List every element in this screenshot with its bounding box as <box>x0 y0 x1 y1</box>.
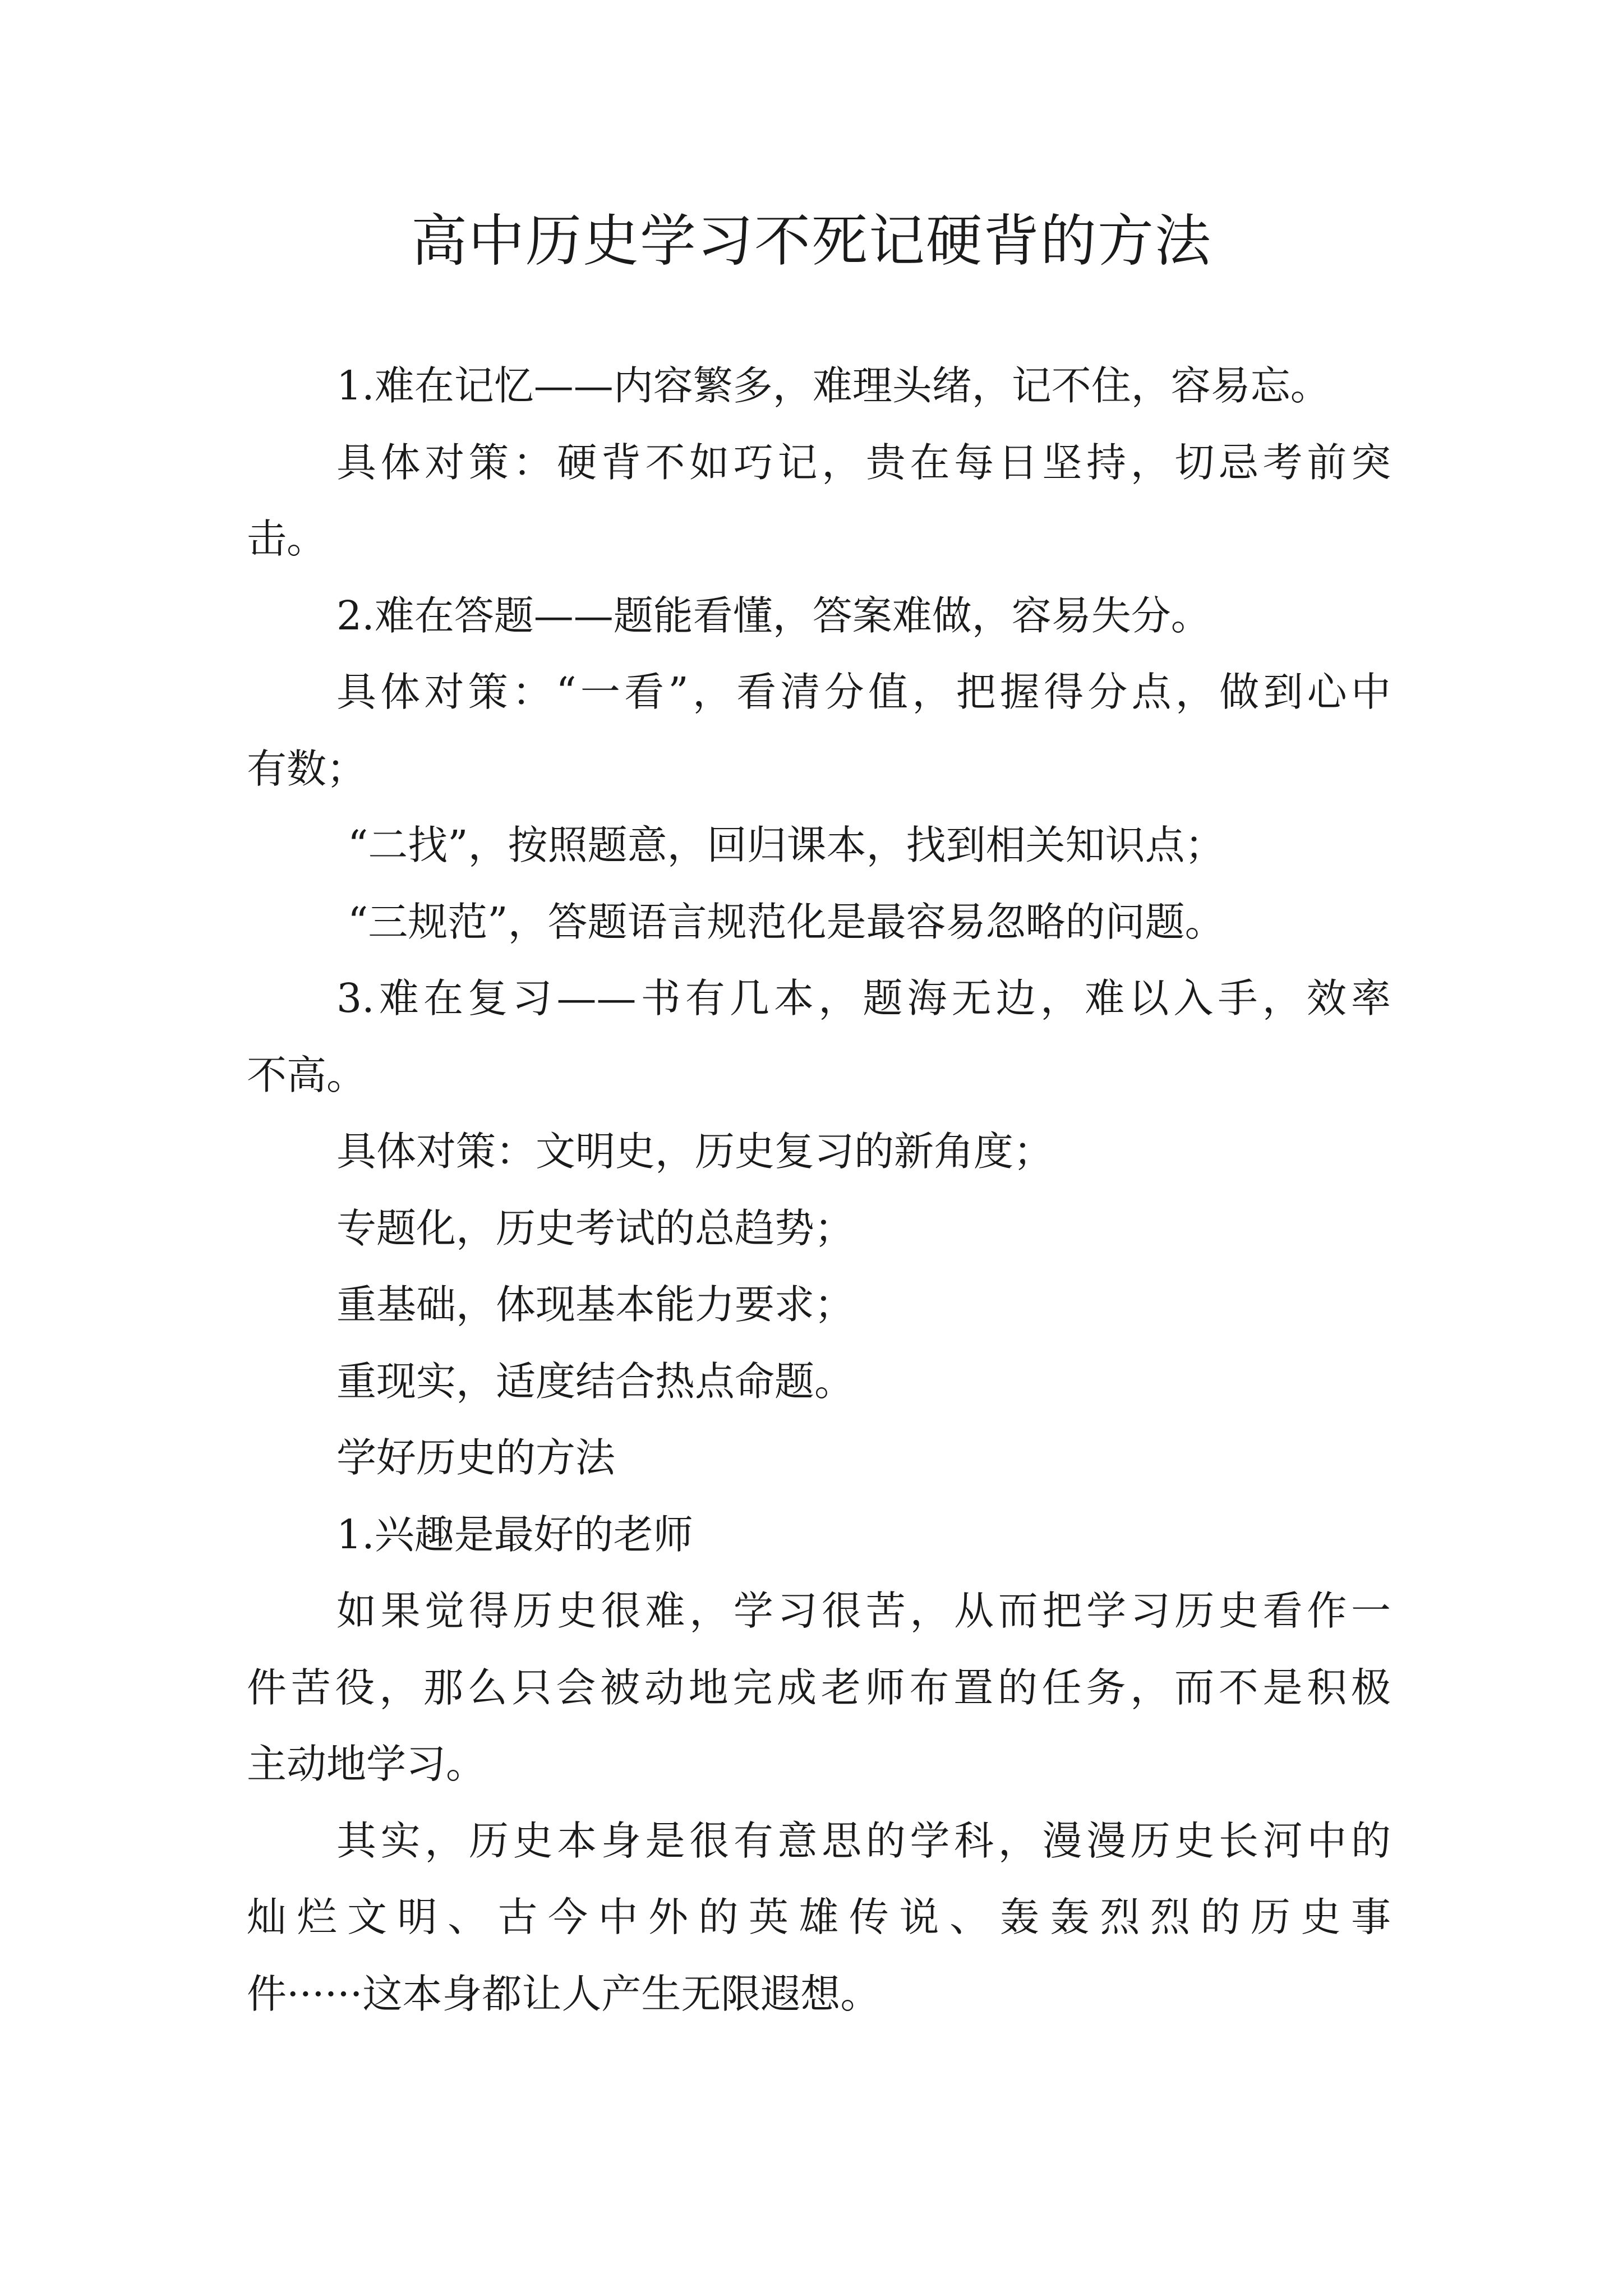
subsection-heading: 1.兴趣是最好的老师 <box>336 1511 693 1558</box>
paragraph-line: 专题化，历史考试的总趋势； <box>336 1204 855 1251</box>
document-body <box>247 348 1391 2032</box>
paragraph-line: 灿烂文明、古今中外的英雄传说、轰轰烈烈的历史事 <box>247 1894 1391 1940</box>
paragraph-line: 不高。 <box>247 1051 367 1098</box>
paragraph-line: 如果觉得历史很难，学习很苦，从而把学习历史看作一 <box>336 1588 1391 1634</box>
paragraph-line: 重现实，适度结合热点命题。 <box>336 1358 855 1405</box>
paragraph-line: 1.难在记忆——内容繁多，难理头绪，记不住，容易忘。 <box>336 362 1330 409</box>
paragraph-line: 件苦役，那么只会被动地完成老师布置的任务，而不是积极 <box>247 1664 1391 1711</box>
paragraph-line: “二找”，按照题意，回归课本，找到相关知识点； <box>348 822 1225 868</box>
paragraph-line: “三规范”，答题语言规范化是最容易忽略的问题。 <box>348 898 1225 945</box>
paragraph-line: 击。 <box>247 516 327 562</box>
paragraph-line: 件······这本身都让人产生无限遐想。 <box>247 1970 880 2017</box>
paragraph-line: 具体对策：硬背不如巧记，贵在每日坚持，切忌考前突 <box>336 439 1391 486</box>
paragraph-line: 2.难在答题——题能看懂，答案难做，容易失分。 <box>336 592 1211 639</box>
document-title: 高中历史学习不死记硬背的方法 <box>411 208 1212 274</box>
paragraph-line: 有数； <box>247 745 367 792</box>
paragraph-line: 重基础，体现基本能力要求； <box>336 1281 855 1328</box>
paragraph-line: 3.难在复习——书有几本，题海无边，难以入手，效率 <box>336 975 1391 1022</box>
paragraph-line: 主动地学习。 <box>247 1741 486 1787</box>
section-heading: 学好历史的方法 <box>336 1434 616 1481</box>
paragraph-line: 具体对策：文明史，历史复习的新角度； <box>336 1128 1054 1175</box>
paragraph-line: 具体对策：“一看”，看清分值，把握得分点，做到心中 <box>336 669 1391 715</box>
paragraph-line: 其实，历史本身是很有意思的学科，漫漫历史长河中的 <box>336 1817 1391 1864</box>
